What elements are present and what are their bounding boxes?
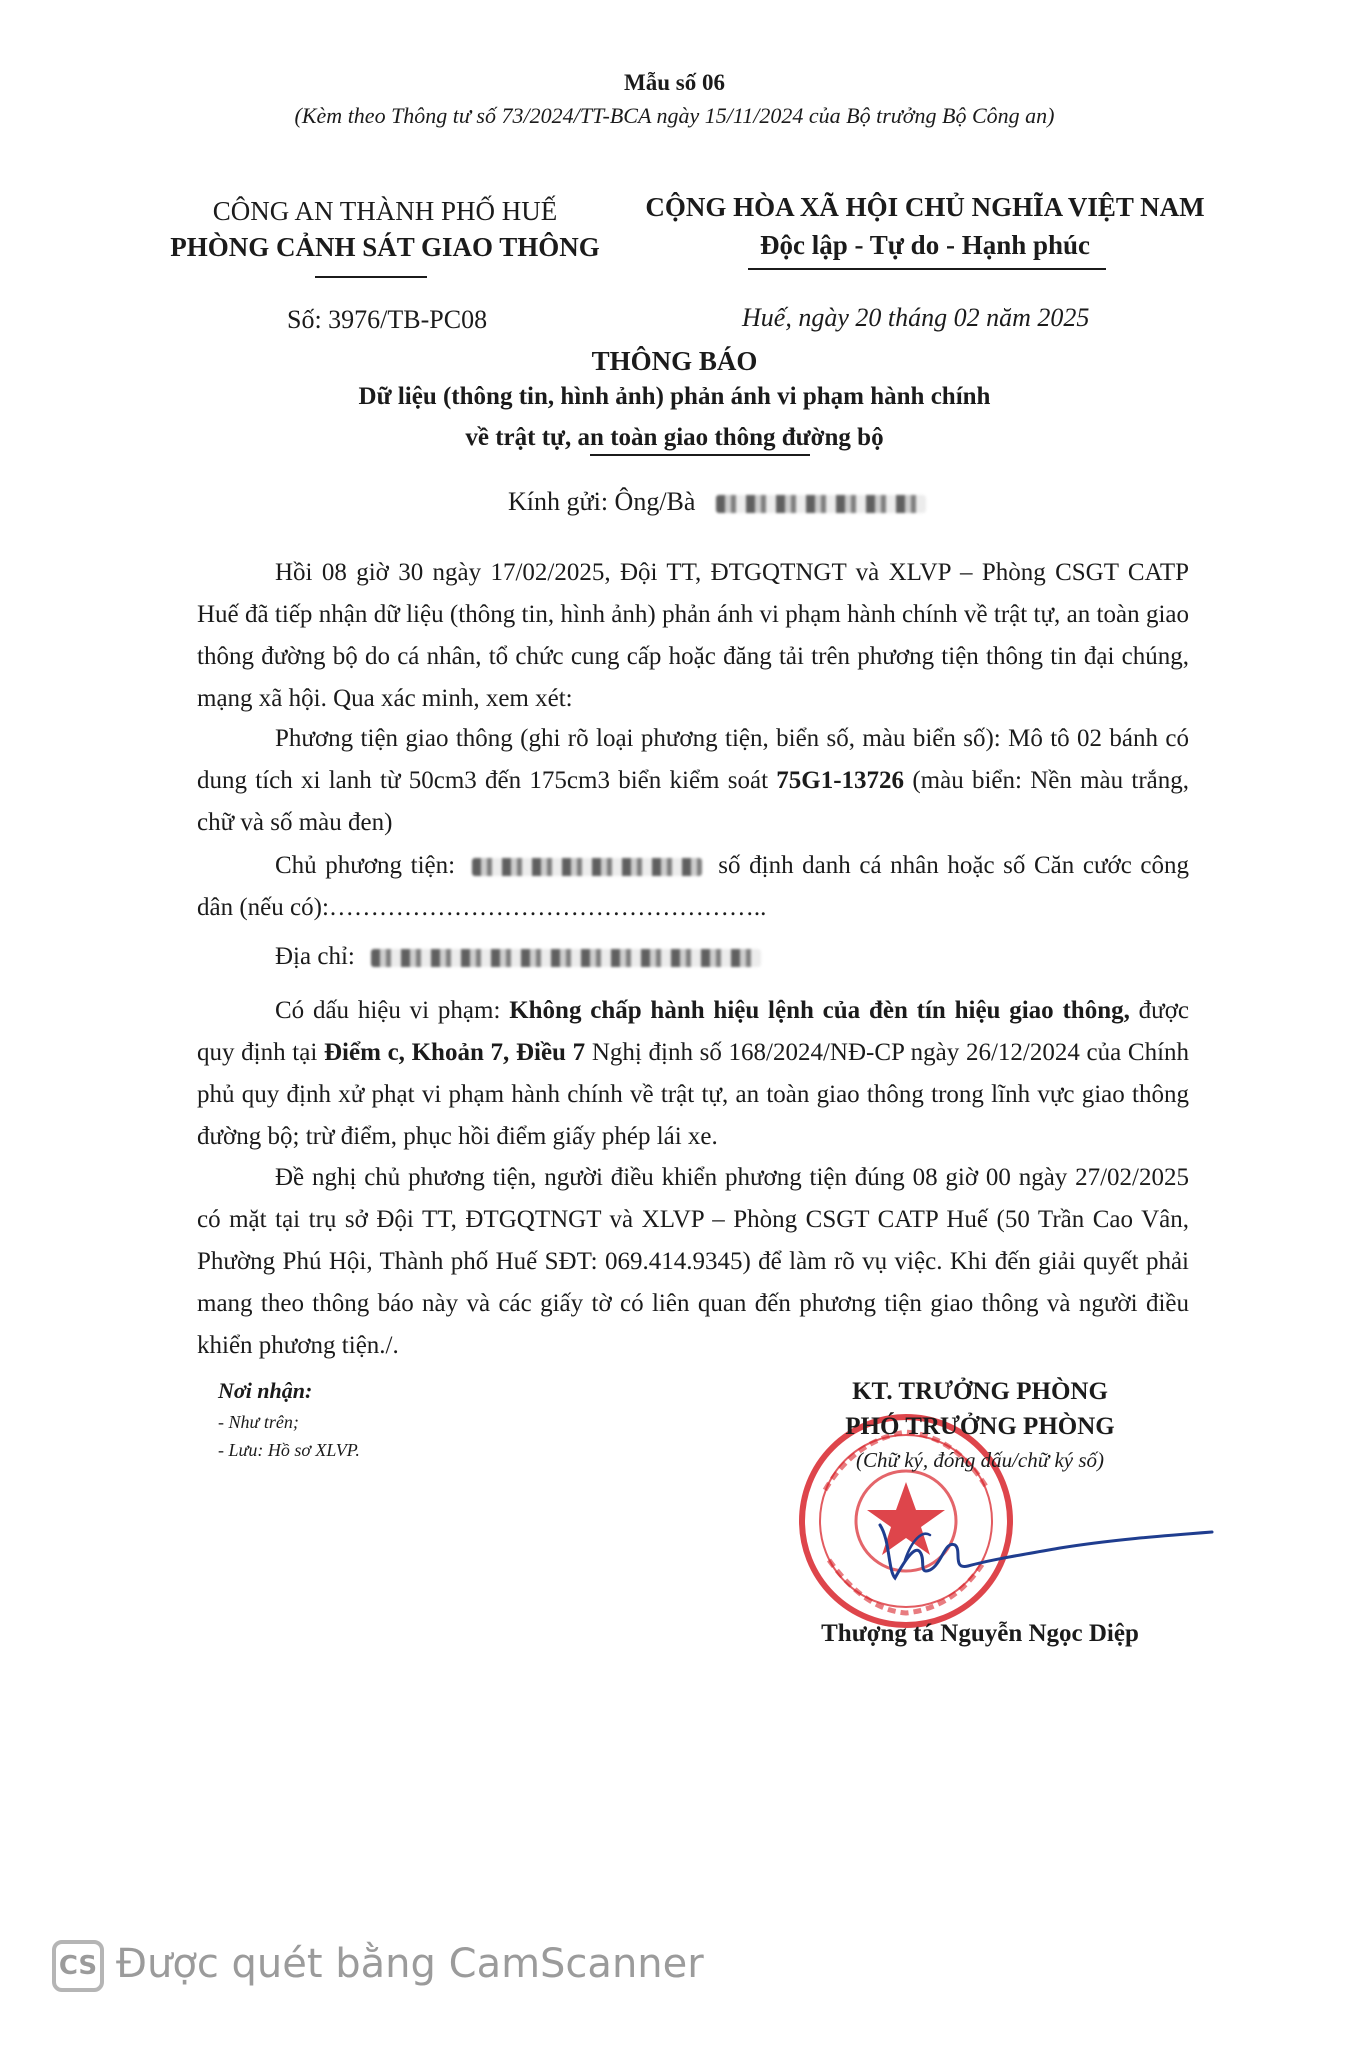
address-label: Địa chỉ: [275,943,355,970]
signer-title-2: PHÓ TRƯỞNG PHÒNG [845,1413,1115,1440]
national-motto: Độc lập - Tự do - Hạnh phúc [759,230,1091,260]
regulation-decree: Nghị định số 168/2024/NĐ-CP ngày 26/12/2024 của Chính phủ quy định xử phạt vi phạm hành chính về trật tự, an toàn giao thông trong lĩnh vực giao thông đường bộ; trừ điểm, phục hồi điểm giấy phép lái xe. [197,1039,1190,1150]
plate-color: (màu biển: Nền màu trắng, chữ và số màu đen) [197,767,1190,836]
paragraph-owner [197,845,1189,929]
recipients-item-2: - Lưu: Hồ sơ XLVP. [218,1440,360,1460]
recipient-line [508,487,926,517]
owner-label: Chủ phương tiện: [275,852,456,879]
owner-name-redacted [472,858,702,876]
agency-underline [315,276,427,278]
republic-name: CỘNG HÒA XÃ HỘI CHỦ NGHĨA VIỆT NAM [645,192,1205,222]
owner-id-text: số định danh cá nhân hoặc số Căn cước công dân (nếu có):…………………………………………….. [197,852,1190,921]
vehicle-description: Phương tiện giao thông (ghi rõ loại phương tiện, biển số, màu biển số): Mô tô 02 bánh có dung tích xi lanh từ 50cm3 đến 175cm3 biển kiểm soát [197,725,1189,794]
paragraph-address [197,936,1189,978]
recipient-name-redacted [716,495,926,513]
paragraph-request [197,1157,1189,1367]
department-name: PHÒNG CẢNH SÁT GIAO THÔNG [170,232,600,262]
notice-subtitle-line2: về trật tự, an toàn giao thông đường bộ [465,424,884,451]
recipients-item-1: - Như trên; [218,1412,299,1432]
scanner-text: Được quét bằng CamScanner [116,1941,704,1987]
license-plate: 75G1-13726 [776,767,905,794]
form-reference: (Kèm theo Thông tư số 73/2024/TT-BCA ngày 15/11/2024 của Bộ trưởng Bộ Công an) [294,103,1055,128]
regulation-intro: được quy định tại [197,997,1190,1066]
motto-underline [748,268,1106,270]
paragraph-violation [197,990,1189,1158]
paragraph-receipt-text: Hồi 08 giờ 30 ngày 17/02/2025, Đội TT, ĐTGQTNGT và XLVP – Phòng CSGT CATP Huế đã tiếp nhận dữ liệu (thông tin, hình ảnh) phản ánh vi phạm hành chính về trật tự, an toàn giao thông đường bộ do cá nhân, tổ chức cung cấp hoặc đăng tải trên phương tiện thông tin đại chúng, mạng xã hội. Qua xác minh, xem xét: [197,559,1189,712]
notice-title: THÔNG BÁO [591,346,758,376]
scanner-watermark [52,1940,704,1992]
recipient-label: Kính gửi: Ông/Bà [508,487,696,516]
violation-label: Có dấu hiệu vi phạm: [275,997,501,1024]
recipients-title: Nơi nhận: [218,1378,313,1403]
regulation-article: Điểm c, Khoản 7, Điều 7 [323,1039,586,1066]
camscanner-logo-icon: CS [52,1940,104,1992]
signature-note: (Chữ ký, đóng dấu/chữ ký số) [855,1448,1104,1472]
paragraph-receipt [197,552,1189,720]
place-date: Huế, ngày 20 tháng 02 năm 2025 [742,303,1090,332]
signer-title-1: KT. TRƯỞNG PHÒNG [852,1378,1108,1405]
signer-name: Thượng tá Nguyễn Ngọc Diệp [821,1620,1139,1647]
paragraph-vehicle [197,718,1189,844]
handwritten-signature [860,1500,1220,1590]
document-number: Số: 3976/TB-PC08 [287,305,488,334]
violation-description: Không chấp hành hiệu lệnh của đèn tín hiệu giao thông, [509,997,1130,1024]
form-number: Mẫu số 06 [624,70,725,95]
subtitle-underline [590,454,810,456]
notice-subtitle-line1: Dữ liệu (thông tin, hình ảnh) phản ánh vi phạm hành chính [358,383,991,410]
address-redacted [371,949,761,967]
agency-name: CÔNG AN THÀNH PHỐ HUẾ [212,196,558,226]
request-text: Đề nghị chủ phương tiện, người điều khiển phương tiện đúng 08 giờ 00 ngày 27/02/2025 có mặt tại trụ sở Đội TT, ĐTGQTNGT và XLVP – Phòng CSGT CATP Huế (50 Trần Cao Vân, Phường Phú Hội, Thành phố Huế SĐT: 069.414.9345) để làm rõ vụ việc. Khi đến giải quyết phải mang theo thông báo này và các giấy tờ có liên quan đến phương tiện giao thông và người điều khiển phương tiện./. [197,1164,1189,1359]
